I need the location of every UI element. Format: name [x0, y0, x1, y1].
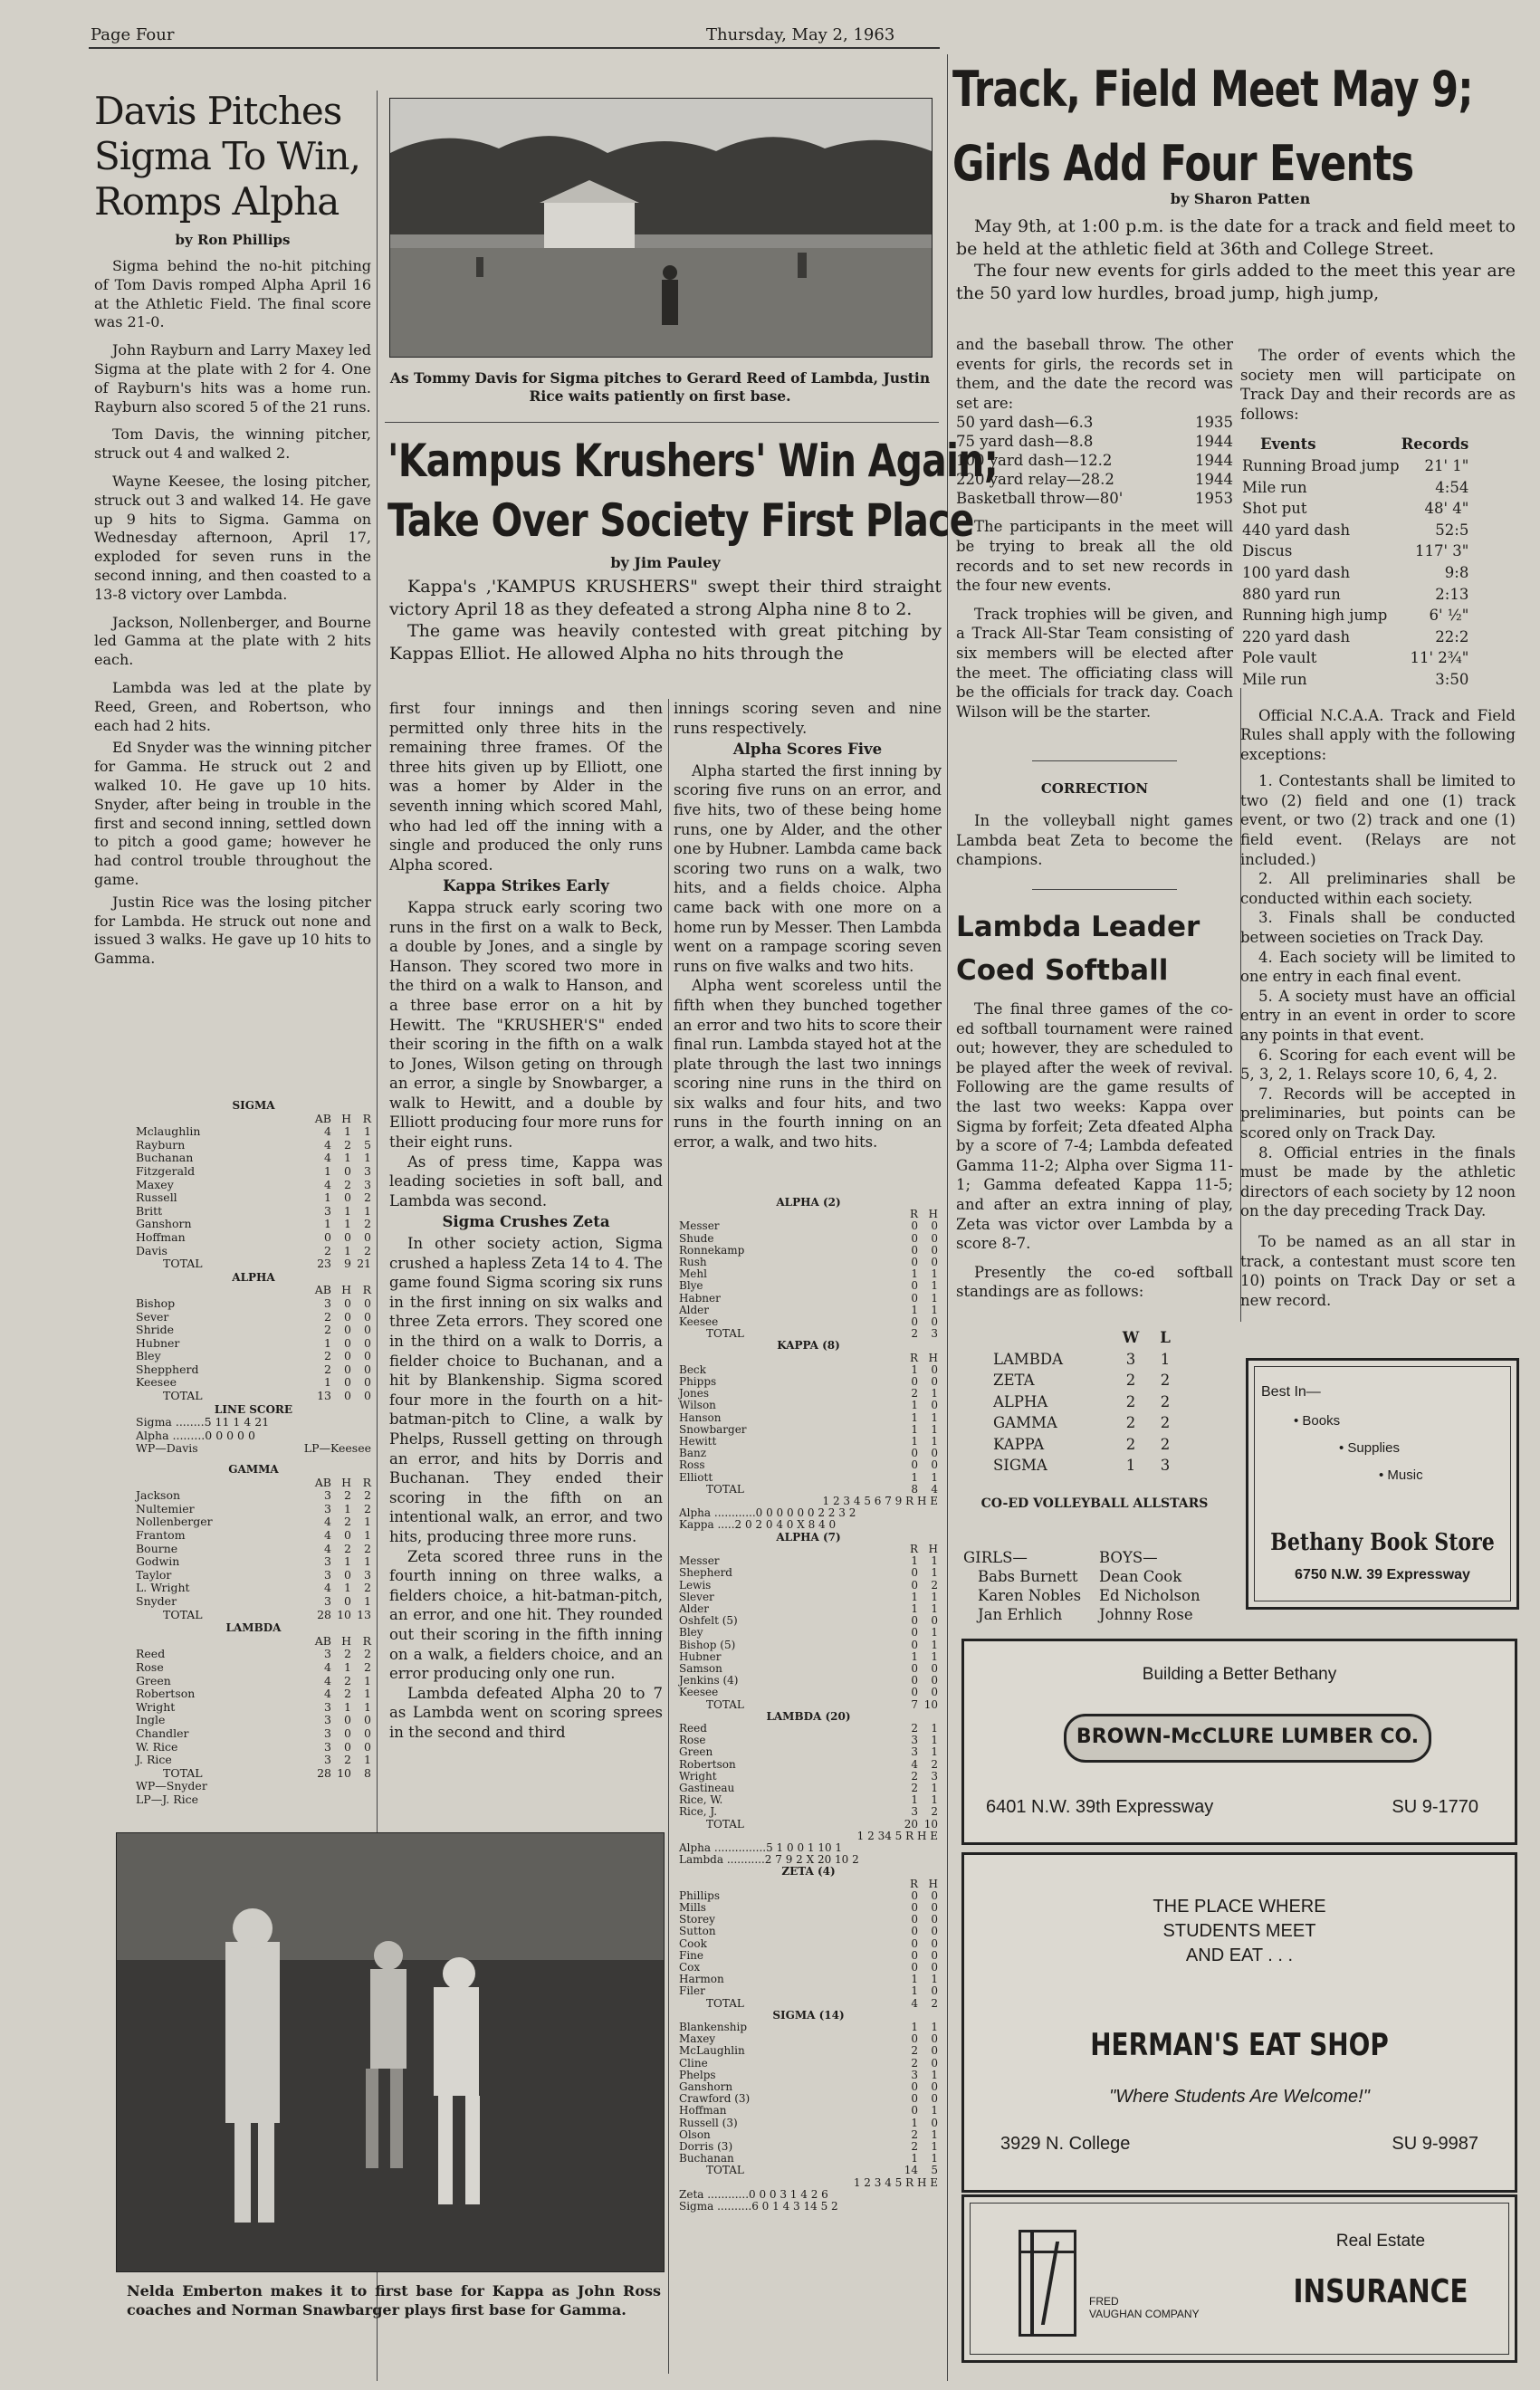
ad-text: • Books: [1294, 1413, 1341, 1429]
allstar-name: Babs Burnett: [978, 1568, 1078, 1585]
box-score-row: McLaughlin 2 0: [679, 2044, 938, 2058]
page-number: Page Four: [91, 25, 175, 44]
record-row: 100 yard dash 9:8: [1242, 563, 1469, 581]
correction-title: CORRECTION: [1040, 780, 1149, 797]
box-team-title: ALPHA (2): [776, 1196, 841, 1209]
box-score-row: Buchanan 4 1 1: [136, 1151, 371, 1165]
box-score-row: Wright 2 3: [679, 1769, 938, 1783]
box-score-row: Jackson 3 2 2: [136, 1488, 371, 1503]
box-score-row: Maxey 0 0: [679, 2032, 938, 2046]
allstar-name: Jan Erhlich: [978, 1606, 1063, 1623]
box-score-row: Wilson 1 0: [679, 1399, 938, 1412]
box-score-row: Hoffman 0 0 0: [136, 1229, 371, 1244]
coed-standings: W L LAMBDA 3 1 ZETA 2 2 ALPHA 2 2 GAMMA 2 2 KAPPA 2 2 SIGMA 1 3: [992, 1327, 1182, 1477]
track-lead: May 9th, at 1:00 p.m. is the date for a track and field meet to be held at the athletic field at 36th and College Street.: [956, 216, 1516, 259]
box-score-row: Rush 0 0: [679, 1256, 938, 1269]
kappa-headline-2: Take Over Society First Place: [387, 494, 974, 547]
record-row: 220 yard relay—28.2 1944: [956, 471, 1233, 489]
box-score-row: Frantom 4 0 1: [136, 1528, 371, 1542]
winning-pitcher: WP—Davis: [136, 1441, 198, 1456]
box-score-row: Shude 0 0: [679, 1231, 938, 1245]
bethany-book-store-ad: [1246, 1358, 1519, 1610]
allstar-name: Ed Nicholson: [1099, 1587, 1200, 1604]
line-score-row: Sigma ........5 11 1 4 21: [136, 1415, 270, 1429]
track-paragraph: The order of events which the society men will participate on Track Day and their records are as follows:: [1240, 347, 1516, 423]
kappa-headline: [387, 431, 999, 550]
coed-headline: [956, 905, 1237, 992]
ad-business-name: BROWN-McCLURE LUMBER CO.: [1064, 1714, 1431, 1763]
box-score-row: Sheppherd 2 0 0: [136, 1362, 371, 1376]
box-score-row: Cook 0 0: [679, 1936, 938, 1950]
track-rule: 1. Contestants shall be limited to two (2) field and one (1) track event, or two (2) track and one (1) field event. (Relays are not included.): [1240, 772, 1516, 868]
ad-business-name: Bethany Book Store: [1270, 1529, 1495, 1556]
box-score-row: Ronnekamp 0 0: [679, 1243, 938, 1257]
kappa-subhead: Kappa Strikes Early: [443, 877, 609, 895]
track-rule: 3. Finals shall be conducted between societies on Track Day.: [1240, 909, 1516, 947]
standings-row: GAMMA 2 2: [993, 1414, 1171, 1431]
box-score-row: Alder 1 1: [679, 1303, 938, 1316]
box-score-row: Godwin 3 1 1: [136, 1554, 371, 1569]
box-score-row: Snyder 3 0 1: [136, 1593, 371, 1608]
allstar-name: Karen Nobles: [978, 1587, 1082, 1604]
record-row: 220 yard dash 22:2: [1242, 627, 1469, 645]
box-score-row: Ganshorn 0 0: [679, 2080, 938, 2094]
box-score-row: Robertson 4 2 1: [136, 1687, 371, 1701]
box-score-row: Rose 4 1 2: [136, 1659, 371, 1674]
box-team-title: ALPHA (7): [776, 1530, 841, 1544]
line-score-head: 1 2 34 5 R H E: [856, 1829, 938, 1842]
ad-address: 6401 N.W. 39th Expressway: [986, 1797, 1214, 1817]
box-score-row: Jones 2 1: [679, 1387, 938, 1401]
track-rule: 8. Official entries in the finals must be made by the athletic directors of each society by 12 noon on the day preceding Track Day.: [1240, 1143, 1516, 1220]
box-score-row: Dorris (3) 2 1: [679, 2140, 938, 2154]
line-score-row: Alpha ...............5 1 0 0 1 10 1: [679, 1840, 843, 1854]
line-score-row: Zeta ............0 0 0 3 1 4 2 6: [679, 2187, 828, 2201]
track-lead: The four new events for girls added to the meet this year are the 50 yard low hurdles, broad jump, high jump,: [956, 261, 1516, 303]
box-score-row: Bourne 4 2 2: [136, 1541, 371, 1555]
davis-headline-1: Davis Pitches: [94, 89, 342, 133]
box-score-row: Keesee 0 0: [679, 1315, 938, 1329]
track-paragraph: The participants in the meet will be trying to break all the old records and to set new records in the four new events.: [956, 518, 1233, 595]
box-score-row: Harmon 1 1: [679, 1973, 938, 1986]
box-score-row: Mclaughlin 4 1 1: [136, 1124, 371, 1139]
davis-byline: by Ron Phillips: [175, 232, 291, 248]
box-team-title: SIGMA: [232, 1099, 275, 1112]
line-score-head: 1 2 3 4 5 R H E: [853, 2175, 938, 2189]
record-row: Mile run 4:54: [1242, 478, 1469, 496]
box-score-row: Storey 0 0: [679, 1913, 938, 1926]
box-score-row: Bishop 3 0 0: [136, 1295, 371, 1310]
box-score-row: Bishop (5) 0 1: [679, 1638, 938, 1651]
box-score-row: Hoffman 0 1: [679, 2104, 938, 2118]
box-score-row: Hanson 1 1: [679, 1410, 938, 1424]
softball-photo-first-base: [116, 1832, 665, 2272]
ad-text: THE PLACE WHERE: [1153, 1897, 1326, 1917]
box-score-row: Green 4 2 1: [136, 1673, 371, 1687]
box-score-row: Blye 0 1: [679, 1279, 938, 1293]
line-score-head: 1 2 3 4 5 6 7 9 R H E: [822, 1495, 938, 1508]
coed-paragraph: Presently the co-ed softball standings are as follows:: [956, 1263, 1233, 1301]
track-paragraph: Track trophies will be given, and a Track All-Star Team consisting of six members will be elected after the meet. The officiating class will be the officials for track day. Coach Wilson will be the starter.: [956, 605, 1233, 721]
box-score-row: Bley 2 0 0: [136, 1349, 371, 1363]
box-score-row: Phelps 3 1: [679, 2068, 938, 2081]
record-row: Running high jump 6' ½": [1242, 607, 1469, 625]
box-score-row: Britt 3 1 1: [136, 1203, 371, 1218]
davis-paragraph: Jackson, Nollenberger, and Bourne led Gamma at the plate with 2 hits each.: [94, 613, 371, 669]
box-team-title: SIGMA (14): [772, 2008, 845, 2022]
davis-paragraph: Tom Davis, the winning pitcher, struck out 4 and walked 2.: [94, 425, 371, 463]
ad-phone: SU 9-9987: [1392, 2134, 1478, 2154]
box-score-row: Nultemier 3 1 2: [136, 1501, 371, 1515]
ad-text: VAUGHAN COMPANY: [1089, 2308, 1200, 2320]
box-score-row: Oshfelt (5) 0 0: [679, 1614, 938, 1628]
box-score-row: Elliott 1 1: [679, 1470, 938, 1484]
standings-row: LAMBDA 3 1: [993, 1350, 1171, 1368]
ad-text: STUDENTS MEET: [1162, 1921, 1316, 1941]
track-rule: 2. All preliminaries shall be conducted within each society.: [1240, 870, 1516, 907]
line-score-title: LINE SCORE: [214, 1402, 293, 1416]
box-score-row: Messer 0 0: [679, 1219, 938, 1233]
track-rule: 4. Each society will be limited to one entry in each final event.: [1240, 948, 1516, 986]
box-score-row: Fine 0 0: [679, 1948, 938, 1962]
box-score-row: Maxey 4 2 3: [136, 1177, 371, 1191]
box-score-row: Beck 1 0: [679, 1362, 938, 1376]
box-score-row: Hewitt 1 1: [679, 1435, 938, 1448]
allstars-boys-label: BOYS—: [1099, 1549, 1158, 1566]
box-score-row: Taylor 3 0 3: [136, 1567, 371, 1582]
kappa-lead: Kappa's ,'KAMPUS KRUSHERS" swept their third straight victory April 18 as they defeated a strong Alpha nine 8 to 2.: [389, 577, 942, 619]
box-score-row: Cline 2 0: [679, 2056, 938, 2070]
box-score-row: Habner 0 1: [679, 1291, 938, 1305]
track-rule: 6. Scoring for each event will be 5, 3, 2, 1. Relays score 10, 6, 4, 2.: [1240, 1046, 1516, 1084]
photo-illustration: [117, 1833, 664, 2271]
record-row: 50 yard dash—6.3 1935: [956, 414, 1233, 432]
allstars-list: [963, 1548, 1235, 1624]
box-score-row: Messer 1 1: [679, 1554, 938, 1568]
track-paragraph: To be named as an all star in track, a contestant must score ten 10) points on Track Day or set a new record.: [1240, 1232, 1516, 1309]
ad-tagline: "Where Students Are Welcome!": [1109, 2087, 1370, 2107]
ad-text: AND EAT . . .: [1185, 1945, 1294, 1965]
box-score-row: Rayburn 4 2 5: [136, 1137, 371, 1152]
track-headline-1: Track, Field Meet May 9;: [952, 61, 1473, 118]
davis-paragraph: John Rayburn and Larry Maxey led Sigma at the plate with 2 for 4. One of Rayburn's hits was a home run. Rayburn also scored 5 of the 21 runs.: [94, 341, 371, 416]
box-score-row: L. Wright 4 1 2: [136, 1581, 371, 1595]
davis-paragraph: Wayne Keesee, the losing pitcher, struck out 3 and walked 14. He gave up 9 hits to Sigma. Gamma on Wednesday afternoon, April 17, exploded for seven runs in the second inning, and then coasted to a 13-8 victory over Lambda.: [94, 472, 371, 603]
box-score-row: Rice, W. 1 1: [679, 1793, 938, 1807]
box-score-row: Filer 1 0: [679, 1984, 938, 1998]
box-score-sigma-alpha-gamma-lambda: [136, 1099, 371, 1806]
davis-paragraph: Lambda was led at the plate by Reed, Green, and Robertson, who each had 2 hits.: [94, 678, 371, 734]
box-score-row: Ganshorn 1 1 2: [136, 1217, 371, 1231]
ad-business-name: INSURANCE: [1293, 2273, 1468, 2310]
box-score-row: Reed 2 1: [679, 1721, 938, 1735]
box-score-row: Green 3 1: [679, 1745, 938, 1759]
fv-company-text: [1089, 2295, 1200, 2320]
box-score-row: Phipps 0 0: [679, 1375, 938, 1389]
kappa-paragraph: Kappa struck early scoring two runs in the first on a walk to Beck, a double by Jones, and a single by Hanson. They scored two more in the third on a walk to Hanson, and a three base error on a hit by Hewitt. The "KRUSHER'S" ended their scoring in the fifth on a walk to Jones, Wilson geting on through an error, a single by Snowbarger, a walk to Hewitt, and a double by Elliott producing four more runs for their eight runs.: [389, 898, 663, 1152]
box-team-title: LAMBDA (20): [766, 1709, 851, 1723]
box-score-row: W. Rice 3 0 0: [136, 1739, 371, 1754]
record-row: Basketball throw—80' 1953: [956, 490, 1233, 508]
photo-caption-2: Nelda Emberton makes it to first base for Kappa as John Ross coaches and Norman Snawbarger plays first base for Gamma.: [127, 2282, 661, 2318]
allstar-name: Dean Cook: [1099, 1568, 1182, 1585]
record-row: Discus 117' 3": [1242, 542, 1469, 560]
box-score-row: Sever 2 0 0: [136, 1309, 371, 1324]
box-score-row: Davis 2 1 2: [136, 1243, 371, 1257]
box-score-row: Phillips 0 0: [679, 1888, 938, 1902]
box-score-row: Ingle 3 0 0: [136, 1713, 371, 1727]
kappa-subhead: Alpha Scores Five: [732, 741, 883, 759]
box-score-row: Russell 1 0 2: [136, 1190, 371, 1205]
ad-text: Building a Better Bethany: [1142, 1665, 1337, 1684]
box-table: AB H R Bishop 3 0 0 Sever 2 0 0 Shride 2 0 0 Hubner 1 0 0 Bley 2 0 0 Sheppherd 2 0 0 Keesee 1 0 0 TOTAL 13 0 0: [136, 1283, 371, 1403]
record-row: 100 yard dash—12.2 1944: [956, 452, 1233, 470]
kappa-paragraph: innings scoring seven and nine runs respectively.: [674, 700, 942, 737]
box-score-row: Blankenship 1 1: [679, 2021, 938, 2034]
record-row: Running Broad jump 21' 1": [1242, 456, 1469, 474]
kappa-paragraph: In other society action, Sigma crushed a hapless Zeta 14 to 4. The game found Sigma scoring six runs in the first inning on six walks and three Zeta errors. They scored one in the third on a walk to Dorris, a fielder choice to Buchanan, and a hit by Blankenship. Sigma scored four more in the fourth on a hit-batman-pitch to Cline, a walk by Phelps, Russell getting on through an error, and hits by Dorris and Buchanan. They ended their scoring in the fifth on an intentional walk, an error, and two hits, producing three more runs.: [389, 1235, 663, 1545]
box-score-row: Mehl 1 1: [679, 1267, 938, 1281]
box-score-row: Hubner 1 0 0: [136, 1335, 371, 1350]
ad-text: • Supplies: [1339, 1440, 1400, 1456]
box-score-row: Ross 0 0: [679, 1458, 938, 1472]
davis-headline-2: Sigma To Win,: [94, 134, 360, 178]
box-score-row: Rice, J. 3 2: [679, 1805, 938, 1819]
losing-pitcher: LP—J. Rice: [136, 1792, 199, 1806]
line-score-row: Sigma ..........6 0 1 4 3 14 5 2: [679, 2200, 838, 2213]
kappa-headline-1: 'Kampus Krushers' Win Again;: [387, 435, 999, 487]
track-paragraph: Official N.C.A.A. Track and Field Rules shall apply with the following exceptions:: [1240, 706, 1516, 763]
winning-pitcher: WP—Snyder: [136, 1779, 207, 1793]
ad-phone: SU 9-1770: [1392, 1797, 1478, 1817]
ad-address: 3929 N. College: [1000, 2134, 1131, 2154]
allstars-girls-label: GIRLS—: [963, 1549, 1028, 1566]
box-score-row: Crawford (3) 0 0: [679, 2092, 938, 2106]
box-score-row: Slever 1 1: [679, 1590, 938, 1603]
davis-paragraph: Justin Rice was the losing pitcher for Lambda. He struck out none and issued 3 walks. He gave up 10 hits to Gamma.: [94, 893, 371, 968]
davis-paragraph: Sigma behind the no-hit pitching of Tom Davis romped Alpha April 16 at the Athletic Field. The final score was 21-0.: [94, 257, 371, 331]
coed-headline-1: Lambda Leader: [956, 911, 1200, 943]
correction-text: In the volleyball night games Lambda beat Zeta to become the champions.: [956, 812, 1233, 869]
standings-row: KAPPA 2 2: [993, 1435, 1171, 1453]
box-team-title: GAMMA: [228, 1463, 279, 1477]
record-row: Mile run 3:50: [1242, 670, 1469, 688]
standings-row: ALPHA 2 2: [993, 1392, 1171, 1410]
allstars-title: CO-ED VOLLEYBALL ALLSTARS: [980, 1496, 1209, 1511]
box-score-row: Lewis 0 2: [679, 1578, 938, 1592]
kappa-paragraph: Alpha went scoreless until the fifth when they bunched together an error and two hits to score their final run. Lambda stayed hot at the plate through the last two innings scoring nine runs in the third on six walks and four hits, and two runs in the fourth inning on an error, a walk, and two hits.: [674, 977, 942, 1152]
coed-headline-2: Coed Softball: [956, 954, 1169, 987]
track-rule: 5. A society must have an official entry in an event in order to score any points in that event.: [1240, 987, 1516, 1044]
box-score-row: Keesee 0 0: [679, 1686, 938, 1699]
box-table: AB H R Mclaughlin 4 1 1 Rayburn 4 2 5 Buchanan 4 1 1 Fitzgerald 1 0 3 Maxey 4 2 3 Russell 1 0 2 Britt 3 1 1 Ganshorn 1 1 2 Hoffman 0 0 0 Davis 2 1 2 TOTAL 23 9 21: [136, 1111, 371, 1271]
box-score-row: Russell (3) 1 0: [679, 2116, 938, 2129]
ad-business-name: HERMAN'S EAT SHOP: [1090, 2027, 1389, 2063]
line-score-row: Alpha .........0 0 0 0 0: [136, 1428, 255, 1442]
track-rule: 7. Records will be accepted in preliminaries, but points can be scored only on Track Day.: [1240, 1085, 1516, 1142]
box-score-row: Wright 3 1 1: [136, 1699, 371, 1714]
box-score-row: Mills 0 0: [679, 1900, 938, 1914]
losing-pitcher: LP—Keesee: [303, 1441, 371, 1456]
box-score-row: Chandler 3 0 0: [136, 1726, 371, 1740]
ad-text: Best In—: [1261, 1384, 1321, 1400]
box-score-row: Shride 2 0 0: [136, 1323, 371, 1337]
track-headline: [952, 53, 1473, 201]
box-score-row: Keesee 1 0 0: [136, 1375, 371, 1390]
box-team-title: KAPPA (8): [777, 1339, 840, 1353]
record-row: Pole vault 11' 2¾": [1242, 649, 1469, 667]
ad-text: • Music: [1379, 1467, 1423, 1483]
box-team-title: ALPHA: [232, 1270, 275, 1284]
ad-text: FRED: [1089, 2295, 1119, 2308]
box-score-row: Olson 2 1: [679, 2127, 938, 2141]
standings-row: SIGMA 1 3: [993, 1457, 1171, 1474]
events-records-table: Events Records Running Broad jump 21' 1" Mile run 4:54 Shot put 48' 4" 440 yard dash 52:5 Discus 117' 3" 100 yard dash 9:8 880 yard run 2:13 Running high jump 6' ½" 220 yard dash 22:2 Pole vault 11' 2¾" Mile run 3:50: [1242, 435, 1469, 688]
box-score-row: Cox 0 0: [679, 1961, 938, 1974]
box-score-row: Reed 3 2 2: [136, 1647, 371, 1661]
standings-row: ZETA 2 2: [993, 1372, 1171, 1389]
fred-vaughan-insurance-ad: [961, 2194, 1517, 2363]
kappa-paragraph: Zeta scored three runs in the fourth inning on three walks, a fielders choice, a hit-batman-pitch, an error, and one hit. They rounded out their scoring in the fifth inning on a walk, a fielders choice, and an error producing only one run.: [389, 1547, 663, 1683]
box-score-row: Rose 3 1: [679, 1734, 938, 1747]
issue-date: Thursday, May 2, 1963: [706, 25, 895, 44]
kappa-lead: The game was heavily contested with great pitching by Kappas Elliot. He allowed Alpha no hits through the: [389, 621, 942, 664]
ad-address: 6750 N.W. 39 Expressway: [1295, 1567, 1470, 1582]
box-team-title: LAMBDA: [225, 1621, 282, 1635]
record-row: 440 yard dash 52:5: [1242, 521, 1469, 539]
davis-paragraph: Ed Snyder was the winning pitcher for Gamma. He struck out 2 and walked 10. He gave up 10 hits. Snyder, after being in trouble in the first and second inning, settled down to pitch a good game; however he had control trouble throughout the game.: [94, 739, 371, 888]
box-score-row: Banz 0 0: [679, 1447, 938, 1460]
kappa-paragraph: Alpha started the first inning by scoring five runs on an error, and five hits, two of these being home runs, one by Alder, and the other one by Hubner. Lambda came back scoring two runs on a walk, two hits, and a fields choice. Alpha came back with one more on a home run by Messer. Then Lambda went on a rampage scoring seven runs on five walks and two hits.: [674, 761, 942, 975]
hermans-eat-shop-ad: [961, 1852, 1517, 2193]
record-row: Shot put 48' 4": [1242, 500, 1469, 518]
allstar-name: Johnny Rose: [1099, 1606, 1193, 1623]
box-score-row: J. Rice 3 2 1: [136, 1753, 371, 1767]
box-score-row: Buchanan 1 1: [679, 2152, 938, 2165]
ad-text: Real Estate: [1335, 2232, 1426, 2251]
record-row: 880 yard run 2:13: [1242, 585, 1469, 603]
box-score-row: Gastineau 2 1: [679, 1781, 938, 1794]
kappa-byline: by Jim Pauley: [610, 554, 721, 571]
box-score-row: Hubner 1 1: [679, 1649, 938, 1663]
track-paragraph: and the baseball throw. The other events for girls, the records set in them, and the date the record was set are:: [956, 336, 1233, 412]
box-score-row: Sutton 0 0: [679, 1925, 938, 1938]
box-table: AB H R Reed 3 2 2 Rose 4 1 2 Green 4 2 1 Robertson 4 2 1 Wright 3 1 1 Ingle 3 0 0 Chandler 3 0 0 W. Rice 3 0 0 J. Rice 3 2 1 TOTAL 28 10 8: [136, 1633, 371, 1780]
record-row: 75 yard dash—8.8 1944: [956, 433, 1233, 451]
box-team-title: ZETA (4): [781, 1865, 836, 1879]
kappa-paragraph: first four innings and then permitted only three hits in the remaining three frames. Of the three hits given up by Elliott, one was a homer by Alder in the seventh inning which scored Mahl, who had led off the inning with a single and produced the only runs Alpha scored.: [389, 700, 663, 874]
softball-photo-pitcher: [389, 98, 933, 358]
photo-illustration: [390, 99, 932, 357]
box-score-row: Fitzgerald 1 0 3: [136, 1163, 371, 1178]
box-score-row: Samson 0 0: [679, 1661, 938, 1675]
coed-paragraph: The final three games of the co-ed softball tournament were rained out; however, they are scheduled to be played after the week of revival. Following are the game results of the last two weeks: Kappa over Sigma by forfeit; Zeta dfeated Alpha by a score of 7-4; Lambda defeated Gamma 11-2; Alpha over Sigma 11-1; Gamma defeated Kappa 11-5; and after an extra inning of play, Zeta was victor over Lambda by a score 8-7.: [956, 1000, 1233, 1253]
girls-records-table: [956, 413, 1233, 508]
box-score-society: ALPHA (2) R H Messer 0 0 Shude 0 0 Ronnekamp 0 0 Rush 0 0 Mehl 1 1 Blye 0 1 Habner 0 1 Alder 1 1 Keesee 0 0 TOTAL 2 3 KAPPA (8) R H Beck 1 0 Phipps 0 0 Jones 2 1 Wilson 1 0 Hanson 1 1 Snowbarger 1 1 Hewitt 1 1 Banz 0 0 Ross 0 0 Elliott 1 1 TOTAL 8 4 1 2 3 4 5 6 7 9 R H E Alpha ............0 0 0 0 0 0 2 2 3 2 Kappa .....2 0 2 0 4 0 X 8 4 0 ALPHA (7) R H Messer 1 1 Shepherd 0 1 Lewis 0 2 Slever 1 1 Alder 1 1 Oshfelt (5) 0 0 Bley 0 1 Bishop (5) 0 1 Hubner 1 1 Samson 0 0 Jenkins (4) 0 0 Keesee 0 0 TOTAL 7 10 LAMBDA (20) Reed 2 1 Rose 3 1 Green 3 1 Robertson 4 2 Wright 2 3 Gastineau 2 1 Rice, W. 1 1 Rice, J. 3 2 TOTAL 20 10 1 2 34 5 R H E Alpha ...............5 1 0 0 1 10 1 Lambda ...........2 7 9 2 X 20 10 2 ZETA (4) R H Phillips 0 0 Mills 0 0 Storey 0 0 Sutton 0 0 Cook 0 0 Fine 0 0 Cox 0 0 Harmon 1 1 Filer 1 0 TOTAL 4 2 SIGMA (14) Blankenship 1 1 Maxey 0 0 McLaughlin 2 0 Cline 2 0 Phelps 3 1 Ganshorn 0 0 Crawford (3) 0 0 Hoffman 0 1 Russell (3) 1 0 Olson 2 1 Dorris (3) 2 1 Buchanan 1 1 TOTAL 14 5 1 2 3 4 5 R H E Zeta ............0 0 0 3 1 4 2 6 Sigma ..........6 0 1 4 3 14 5 2: [679, 1196, 938, 2213]
photo-caption-1: As Tommy Davis for Sigma pitches to Gerard Reed of Lambda, Justin Rice waits patiently on first base.: [389, 369, 931, 405]
kappa-paragraph: Lambda defeated Alpha 20 to 7 as Lambda went on scoring sprees in the second and third: [389, 1684, 663, 1741]
box-score-row: Nollenberger 4 2 1: [136, 1515, 371, 1529]
box-score-row: Alder 1 1: [679, 1601, 938, 1615]
box-table: AB H R Jackson 3 2 2 Nultemier 3 1 2 Nollenberger 4 2 1 Frantom 4 0 1 Bourne 4 2 2 Godwin 3 1 1 Taylor 3 0 3 L. Wright 4 1 2 Snyder 3 0 1 TOTAL 28 10 13: [136, 1475, 371, 1621]
kappa-paragraph: As of press time, Kappa was leading societies in soft ball, and Lambda was second.: [389, 1152, 663, 1209]
brown-mcclure-lumber-ad: [961, 1639, 1517, 1845]
line-score-row: Lambda ...........2 7 9 2 X 20 10 2: [679, 1853, 859, 1867]
line-score-row: Kappa .....2 0 2 0 4 0 X 8 4 0: [679, 1518, 837, 1532]
fv-logo-icon: [1019, 2230, 1076, 2337]
davis-article: [94, 89, 371, 969]
track-byline: by Sharon Patten: [1170, 190, 1311, 207]
davis-headline-3: Romps Alpha: [94, 179, 340, 224]
box-score-row: Snowbarger 1 1: [679, 1422, 938, 1436]
box-score-row: Jenkins (4) 0 0: [679, 1674, 938, 1687]
box-score-row: Shepherd 0 1: [679, 1566, 938, 1580]
kappa-subhead: Sigma Crushes Zeta: [442, 1213, 610, 1231]
box-score-row: Robertson 4 2: [679, 1757, 938, 1771]
box-score-row: Bley 0 1: [679, 1626, 938, 1640]
track-headline-2: Girls Add Four Events: [952, 135, 1414, 192]
line-score-row: Alpha ............0 0 0 0 0 0 2 2 3 2: [679, 1506, 856, 1520]
